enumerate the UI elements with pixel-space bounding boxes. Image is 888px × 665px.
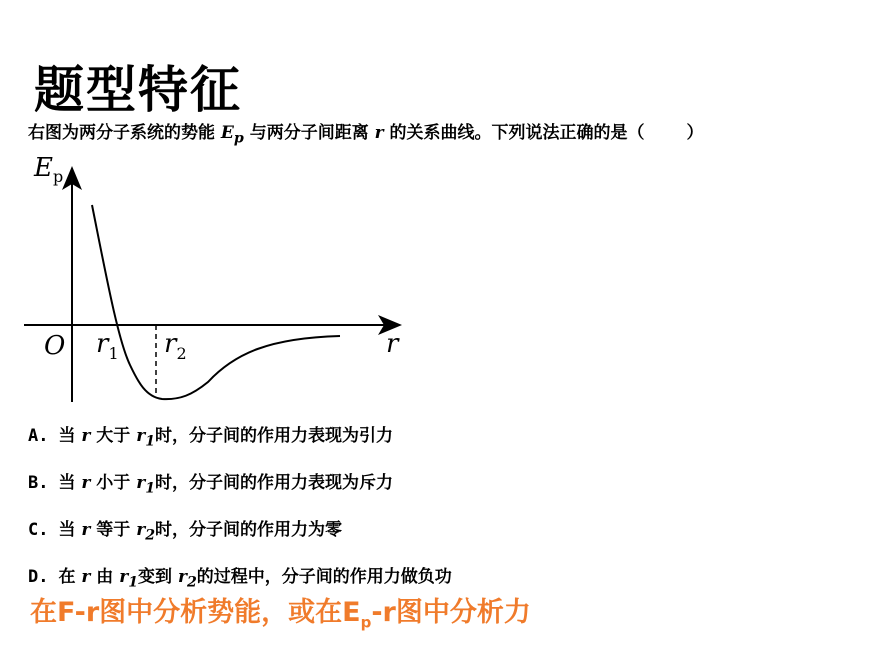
hint-part-1: 在F-r图中分析势能，或在E (30, 597, 361, 628)
r1-label: $r_1$ (96, 329, 119, 363)
option-a-text-1: 当 (58, 426, 76, 446)
y-axis-label: $E_p$ (34, 153, 64, 186)
option-a-text-2: 大于 (96, 426, 131, 446)
r2-label: $r_2$ (164, 329, 187, 363)
potential-energy-graph (20, 150, 410, 410)
option-d-var-2: $r_1$ (119, 567, 139, 591)
option-c-text-1: 当 (58, 520, 76, 540)
option-d-text-1: 在 (58, 567, 76, 587)
ep-curve (92, 205, 340, 399)
option-d-letter: D. (28, 567, 49, 587)
option-a-text-3: 时，分子间的作用力表现为引力 (155, 426, 394, 446)
option-d[interactable] (28, 562, 452, 590)
question-close: ） (686, 123, 704, 143)
option-b-text-3: 时，分子间的作用力表现为斥力 (155, 473, 394, 493)
ep-symbol (220, 123, 244, 147)
r-symbol: r (374, 123, 384, 143)
option-a-letter: A. (28, 426, 49, 446)
analysis-hint (30, 590, 531, 631)
option-d-text-4: 的过程中，分子间的作用力做负功 (196, 567, 452, 587)
option-c-text-2: 等于 (96, 520, 131, 540)
option-a-var-2: $r_1$ (136, 426, 156, 450)
option-b-var-1: r (81, 473, 91, 493)
option-b-var-2: $r_1$ (136, 473, 156, 497)
ep-sub: p (233, 130, 244, 147)
option-b-text-1: 当 (58, 473, 76, 493)
option-b-text-2: 小于 (96, 473, 131, 493)
option-d-var-3: $r_2$ (177, 567, 197, 591)
option-d-text-3: 变到 (138, 567, 173, 587)
option-c-letter: C. (28, 520, 49, 540)
question-text-1: 右图为两分子系统的势能 (28, 123, 215, 143)
question-stem (28, 118, 704, 146)
option-a[interactable] (28, 421, 393, 449)
ep-main: E (220, 123, 234, 143)
origin-label: O (44, 331, 66, 361)
option-d-text-2: 由 (96, 567, 114, 587)
question-text-3: 的关系曲线。下列说法正确的是（ (389, 123, 645, 143)
option-c[interactable] (28, 515, 342, 543)
x-axis-label: r (386, 329, 399, 359)
option-b-letter: B. (28, 473, 49, 493)
hint-sub: p (360, 613, 372, 632)
option-d-var-1: r (81, 567, 91, 587)
option-b[interactable] (28, 468, 393, 496)
option-c-var-2: $r_2$ (136, 520, 156, 544)
option-c-var-1: r (81, 520, 91, 540)
option-c-text-3: 时，分子间的作用力为零 (155, 520, 343, 540)
question-text-2: 与两分子间距离 (249, 123, 369, 143)
page-title: 题型特征 (34, 61, 242, 119)
option-a-var-1: r (81, 426, 91, 446)
hint-part-2: -r图中分析力 (371, 597, 531, 628)
